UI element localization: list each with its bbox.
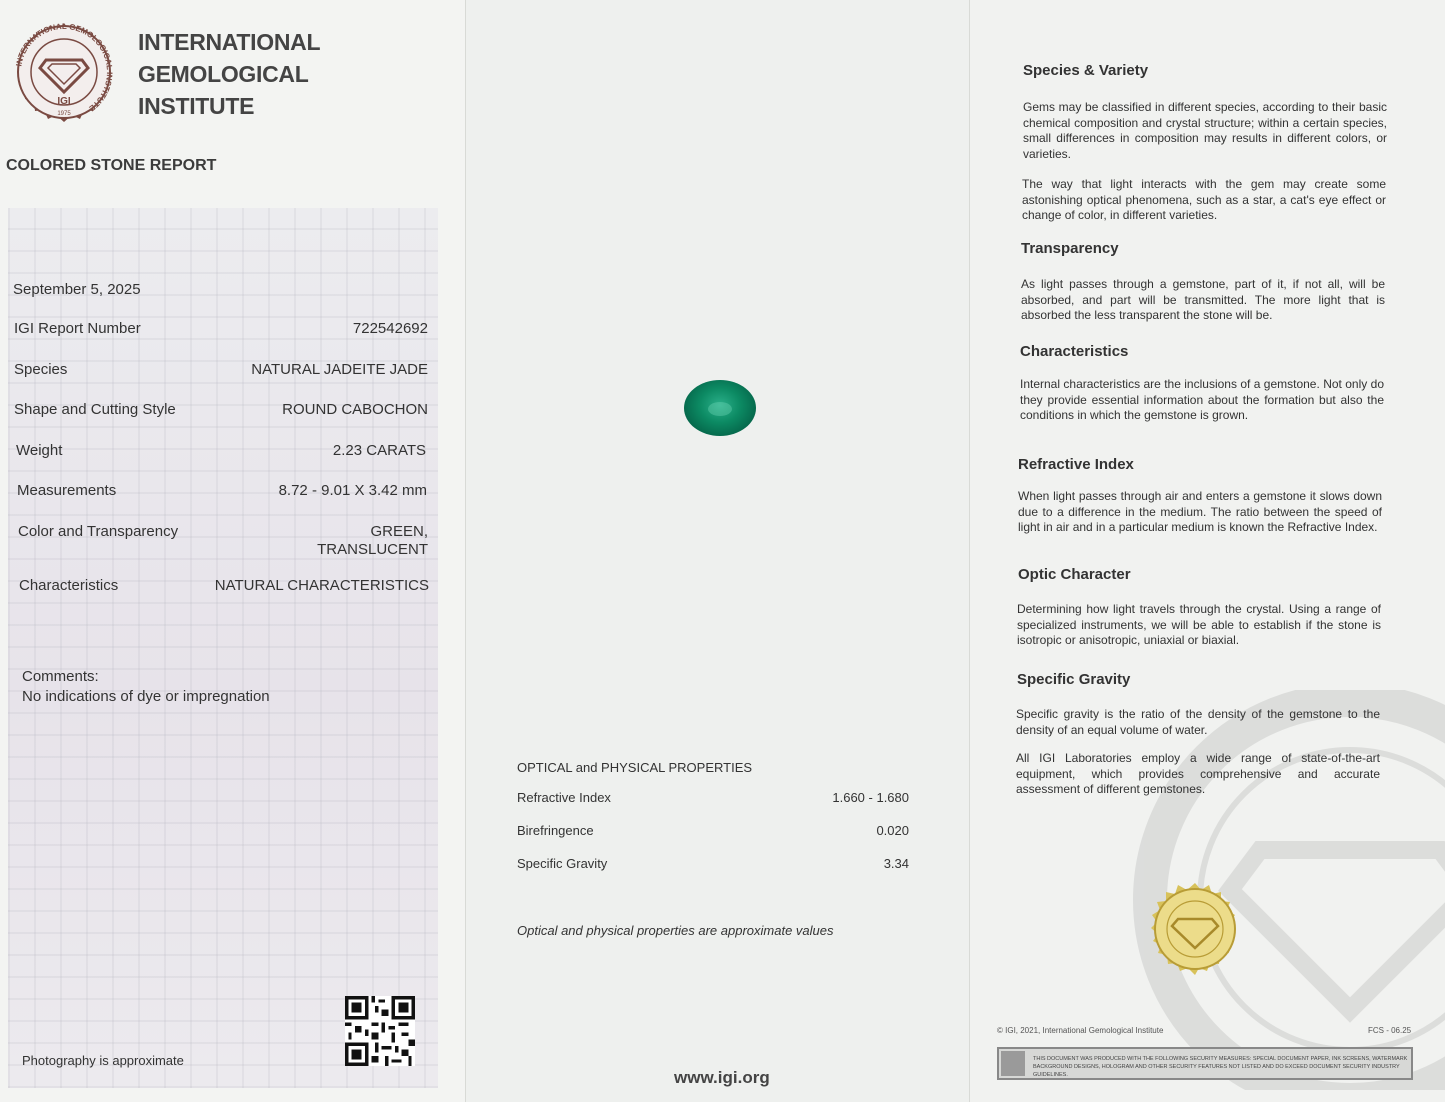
row-value: NATURAL JADEITE JADE	[251, 361, 428, 378]
paragraph-specific-gravity-1: Specific gravity is the ratio of the density of the gemstone to the density of an equal volume of water.	[1016, 707, 1380, 737]
institute-name-line1: INTERNATIONAL	[138, 29, 321, 55]
paragraph-specific-gravity-2: All IGI Laboratories employ a wide range of state-of-the-art equipment, which provides comprehensive and accurate assessment of different gemstones.	[1016, 751, 1380, 796]
paragraph-transparency: As light passes through a gemstone, part of it, if not all, will be absorbed, and part will be transmitted. The more light that is absorbed the less transparent the stone will be.	[1021, 277, 1385, 322]
row-label: Refractive Index	[517, 790, 611, 805]
paragraph-refractive-index: When light passes through air and enters a gemstone it slows down due to a difference in the medium. The ratio between the speed of light in air and in a particular medium is known the Refractive Index.	[1018, 489, 1382, 534]
document-lock-icon	[1001, 1051, 1025, 1076]
heading-transparency: Transparency	[1021, 240, 1119, 257]
igi-logo-icon	[4, 12, 124, 132]
gold-hologram-seal-icon	[1138, 872, 1252, 986]
row-value: 8.72 - 9.01 X 3.42 mm	[278, 482, 427, 499]
heading-refractive-index: Refractive Index	[1018, 456, 1134, 473]
seal-text: INTERNATIONAL GEMOLOGICAL INSTITUTE	[14, 21, 115, 113]
heading-optic-character: Optic Character	[1018, 566, 1131, 583]
jade-stone-photo	[684, 380, 756, 436]
row-value: 1.660 - 1.680	[832, 790, 909, 805]
institute-name-line2: GEMOLOGICAL	[138, 61, 309, 87]
row-value-line2: TRANSLUCENT	[317, 541, 428, 558]
optical-note: Optical and physical properties are approximate values	[517, 923, 834, 938]
optical-title: OPTICAL and PHYSICAL PROPERTIES	[517, 760, 753, 775]
row-value: 3.34	[883, 856, 909, 871]
row-label: Shape and Cutting Style	[14, 401, 176, 418]
paragraph-species-1: Gems may be classified in different species, according to their basic chemical composition and crystal structure; within a certain species, small differences in composition may results in different colors, or varieties.	[1023, 100, 1387, 161]
stone-panel	[465, 0, 970, 1102]
paragraph-optic-character: Determining how light travels through the crystal. Using a range of specialized instruments, we will be able to establish if the stone is isotropic or anisotropic, uniaxial or biaxial.	[1017, 602, 1381, 647]
report-panel	[0, 0, 465, 1102]
photography-note: Photography is approximate	[22, 1053, 184, 1068]
website-url: www.igi.org	[674, 1068, 770, 1087]
heading-species-variety: Species & Variety	[1023, 62, 1149, 79]
security-pattern-background	[8, 208, 438, 1088]
comments-text: No indications of dye or impregnation	[22, 688, 270, 705]
heading-specific-gravity: Specific Gravity	[1017, 671, 1131, 688]
row-label: Specific Gravity	[517, 856, 608, 871]
security-notice-text: THIS DOCUMENT WAS PRODUCED WITH THE FOLLOWING SECURITY MEASURES: SPECIAL DOCUMENT PAPER, INK SCREENS, WATERMARK BACKGROUND DESIGNS, HOLOGRAM AND OTHER SECURITY FEATURES NOT LISTED AND DO EXCEED DOCUMENT SECURITY INDUSTRY GUIDELINES.	[1033, 1056, 1408, 1078]
row-value: 2.23 CARATS	[332, 442, 426, 459]
form-code: FCS - 06.25	[1368, 1026, 1412, 1035]
row-label: Species	[14, 361, 68, 378]
comments-label: Comments:	[22, 668, 99, 685]
paragraph-characteristics: Internal characteristics are the inclusions of a gemstone. Not only do they provide essential information about the formation but also the conditions in which the gemstone is grown.	[1020, 377, 1384, 422]
row-value: 722542692	[352, 320, 428, 337]
info-panel	[970, 0, 1445, 1102]
report-row-color	[18, 523, 428, 563]
row-label: Characteristics	[19, 577, 119, 594]
row-value: ROUND CABOCHON	[282, 401, 428, 418]
report-title: COLORED STONE REPORT	[6, 157, 217, 174]
institute-name-line3: INSTITUTE	[138, 93, 255, 119]
paragraph-species-2: The way that light interacts with the gem may create some astonishing optical phenomena, such as a star, a cat's eye effect or change of color, in different varieties.	[1022, 177, 1386, 222]
copyright-notice: © IGI, 2021, International Gemological Institute	[997, 1026, 1164, 1035]
security-notice-box	[997, 1047, 1413, 1080]
heading-characteristics: Characteristics	[1020, 343, 1129, 360]
row-value: 0.020	[876, 823, 909, 838]
row-value: GREEN,	[370, 523, 428, 540]
row-label: Color and Transparency	[18, 523, 179, 540]
report-date: September 5, 2025	[13, 281, 141, 298]
institute-name	[138, 26, 320, 122]
row-label: Measurements	[17, 482, 117, 499]
row-label: Birefringence	[517, 823, 594, 838]
qr-code-icon	[345, 996, 415, 1066]
row-label: IGI Report Number	[14, 320, 141, 337]
row-label: Weight	[16, 442, 63, 459]
seal-abbr: IGI	[57, 96, 71, 107]
seal-year: 1975	[57, 111, 71, 117]
row-value: NATURAL CHARACTERISTICS	[214, 577, 429, 594]
